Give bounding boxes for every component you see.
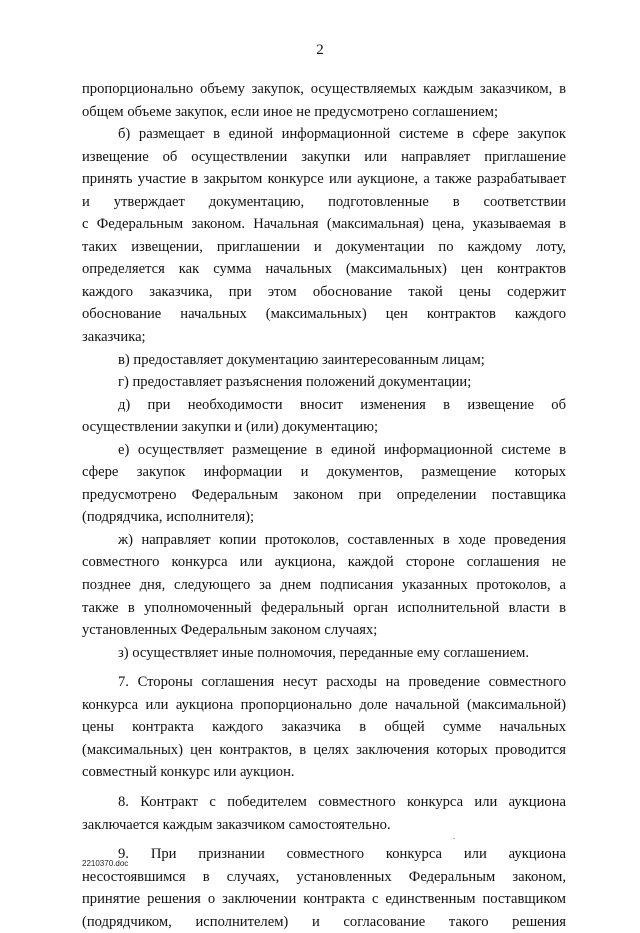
text-line: пропорционально объему закупок, осуществляемых каждым заказчиком, в — [82, 81, 566, 97]
text-line: е) осуществляет размещение в единой информационной системе в — [118, 441, 566, 458]
text-line: ж) направляет копии протоколов, составленных в ходе проведения — [118, 531, 566, 548]
text-line: 7. Стороны соглашения несут расходы на проведение совместного — [118, 674, 566, 691]
text-line: (подрядчиком, исполнителем) и согласование такого решения — [82, 913, 566, 930]
text-line: (подрядчика, исполнителя); — [82, 509, 255, 526]
page-number: 2 — [316, 42, 324, 58]
text-line: также в уполномоченный федеральный орган исполнительной власти в — [82, 599, 566, 616]
text-line: г) предоставляет разъяснения положений документации; — [118, 374, 472, 391]
text-line: несостоявшимся в случаях, установленных Федеральным законом, — [82, 868, 566, 885]
text-line: предусмотрено Федеральным законом при определении поставщика — [82, 486, 566, 503]
text-line: определяется как сумма начальных (максимальных) цен контрактов — [82, 261, 566, 278]
text-line: совместного конкурса или аукциона, каждой стороне соглашения не — [82, 554, 566, 571]
text-line: 9. При признании совместного конкурса или аукциона — [118, 846, 566, 863]
text-line: 8. Контракт с победителем совместного конкурса или аукциона — [118, 793, 566, 810]
file-code: 2210370.doc — [82, 859, 129, 868]
text-line: сфере закупок информации и документов, размещение которых — [82, 464, 566, 481]
text-line: д) при необходимости вносит изменения в извещение об — [118, 396, 566, 413]
text-line: б) размещает в единой информационной системе в сфере закупок — [118, 126, 566, 143]
text-line: каждого заказчика, при этом обоснование такой цены содержит — [82, 283, 566, 300]
text-line: с Федеральным законом. Начальная (максимальная) цена, указываемая в — [82, 216, 566, 233]
text-line: извещение об осуществлении закупки или направляет приглашение — [82, 148, 566, 165]
scan-speck — [453, 838, 455, 839]
text-line: конкурса или аукциона пропорционально доле начальной (максимальной) — [82, 696, 566, 713]
text-line: принять участие в закрытом конкурсе или аукционе, а также разрабатывает — [82, 171, 566, 188]
text-line: принятие решения о заключении контракта с единственным поставщиком — [82, 891, 566, 908]
text-line: заказчика; — [82, 329, 146, 346]
text-line: осуществлении закупки и (или) документацию; — [82, 419, 379, 436]
text-line: обоснование начальных (максимальных) цен контрактов каждого — [82, 306, 566, 323]
text-line: совместный конкурс или аукцион. — [82, 764, 295, 781]
text-line: цены контракта каждого заказчика в общей сумме начальных — [82, 719, 566, 736]
paragraph-gap — [82, 784, 566, 791]
paragraph-gap — [82, 664, 566, 671]
text-line: (максимальных) цен контрактов, в целях заключения которых проводится — [82, 741, 566, 758]
text-line: з) осуществляет иные полномочия, переданные ему соглашением. — [118, 644, 529, 661]
text-line: общем объеме закупок, если иное не предусмотрено соглашением; — [82, 103, 499, 120]
text-line: и утверждает документацию, подготовленные в соответствии — [82, 193, 566, 210]
text-line: таких извещении, приглашении и документации по каждому лоту, — [82, 238, 566, 255]
text-line: в) предоставляет документацию заинтересованным лицам; — [118, 351, 485, 368]
text-line: установленных Федеральным законом случаях; — [82, 622, 378, 639]
text-line: заключается каждым заказчиком самостоятельно. — [82, 816, 391, 833]
text-line: позднее дня, следующего за днем подписания указанных протоколов, а — [82, 577, 566, 594]
paragraph-gap — [82, 836, 566, 843]
document-body — [82, 78, 566, 933]
